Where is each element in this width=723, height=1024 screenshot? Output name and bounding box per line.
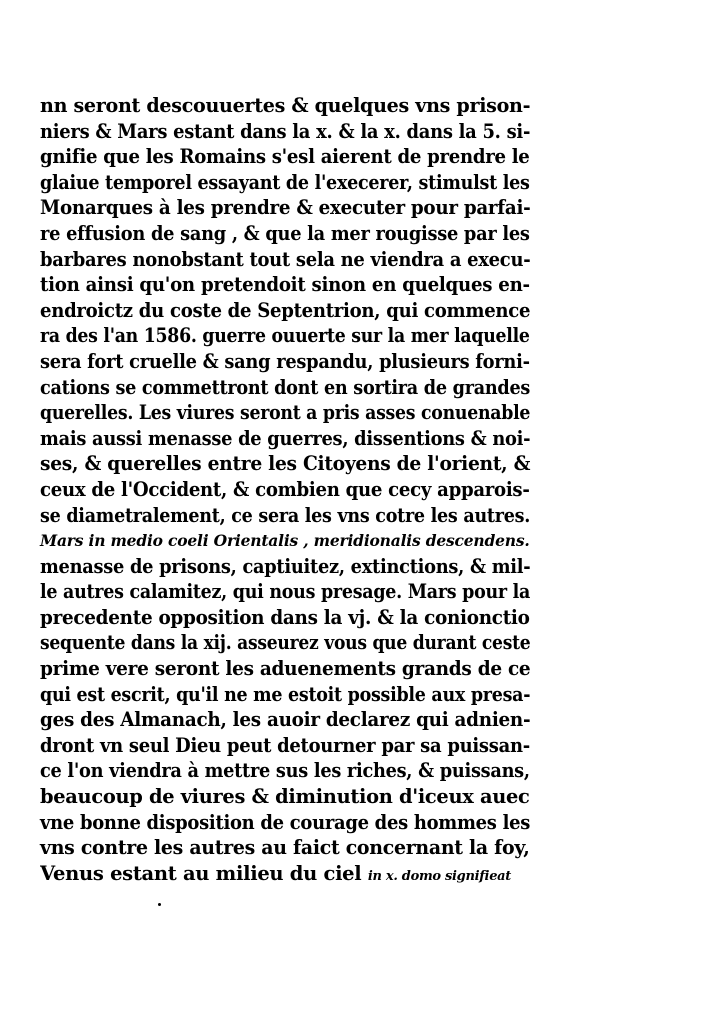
body-text <box>40 93 530 886</box>
text-line: qui est escrit, qu'il ne me estoit possible aux presa- <box>40 682 531 706</box>
text-line: gnifie que les Romains s'esl aierent de prendre le <box>40 145 530 169</box>
text-line: vne bonne disposition de courage des hommes les <box>40 810 531 834</box>
last-line-italic: in x. domo signifieat <box>367 868 511 884</box>
text-line: re effusion de sang , & que la mer rougisse par les <box>40 221 530 245</box>
text-line: ra des l'an 1586. guerre ouuerte sur la mer laquelle <box>40 324 530 348</box>
text-line: sequente dans la xij. asseurez vous que durant ceste <box>40 631 531 655</box>
text-line: ce l'on viendra à mettre sus les riches, & puissans, <box>40 759 530 783</box>
text-line-last <box>40 861 530 887</box>
text-line: nn seront descouuertes & quelques vns prison- <box>40 94 531 117</box>
text-line: tion ainsi qu'on pretendoit sinon en quelques en- <box>40 273 530 297</box>
text-line: barbares nonobstant tout sela ne viendra a execu- <box>40 247 531 271</box>
text-line: glaiue temporel essayant de l'execerer, stimulst les <box>40 170 530 194</box>
text-line: ges des Almanach, les auoir declarez qui adnien- <box>40 708 531 732</box>
text-line: sera fort cruelle & sang respandu, plusieurs forni- <box>40 349 530 373</box>
text-line: beaucoup de viures & diminution d'iceux auec <box>40 785 530 809</box>
last-line-main: Venus estant au milieu du ciel <box>40 861 368 885</box>
text-line: se diametralement, ce sera les vns cotre les autres. <box>40 503 531 527</box>
text-line: endroictz du coste de Septentrion, qui commence <box>40 298 531 322</box>
text-line: Monarques à les prendre & executer pour parfai- <box>40 196 531 220</box>
text-line: niers & Mars estant dans la x. & la x. dans la 5. si- <box>40 119 531 143</box>
text-line: precedente opposition dans la vj. & la conionctio <box>40 605 530 629</box>
text-line: dront vn seul Dieu peut detourner par sa puissan- <box>40 733 530 757</box>
text-line: ceux de l'Occident, & combien que cecy apparois- <box>40 477 530 501</box>
text-line: ses, & querelles entre les Citoyens de l'orient, & <box>40 452 531 476</box>
text-line: prime vere seront les aduenements grands de ce <box>40 657 531 681</box>
text-line: querelles. Les viures seront a pris asses conuenable <box>40 401 531 425</box>
text-line: cations se commettront dont en sortira de grandes <box>40 375 531 399</box>
text-line: le autres calamitez, qui nous presage. Mars pour la <box>40 580 531 604</box>
ink-speck <box>158 903 161 906</box>
text-line: menasse de prisons, captiuitez, extinctions, & mil- <box>40 554 531 578</box>
text-line: mais aussi menasse de guerres, dissentions & noi- <box>40 426 531 450</box>
latin-line: Mars in medio coeli Orientalis , meridionalis descendens. <box>40 531 530 551</box>
text-line: vns contre les autres au faict concernant la foy, <box>40 836 530 860</box>
